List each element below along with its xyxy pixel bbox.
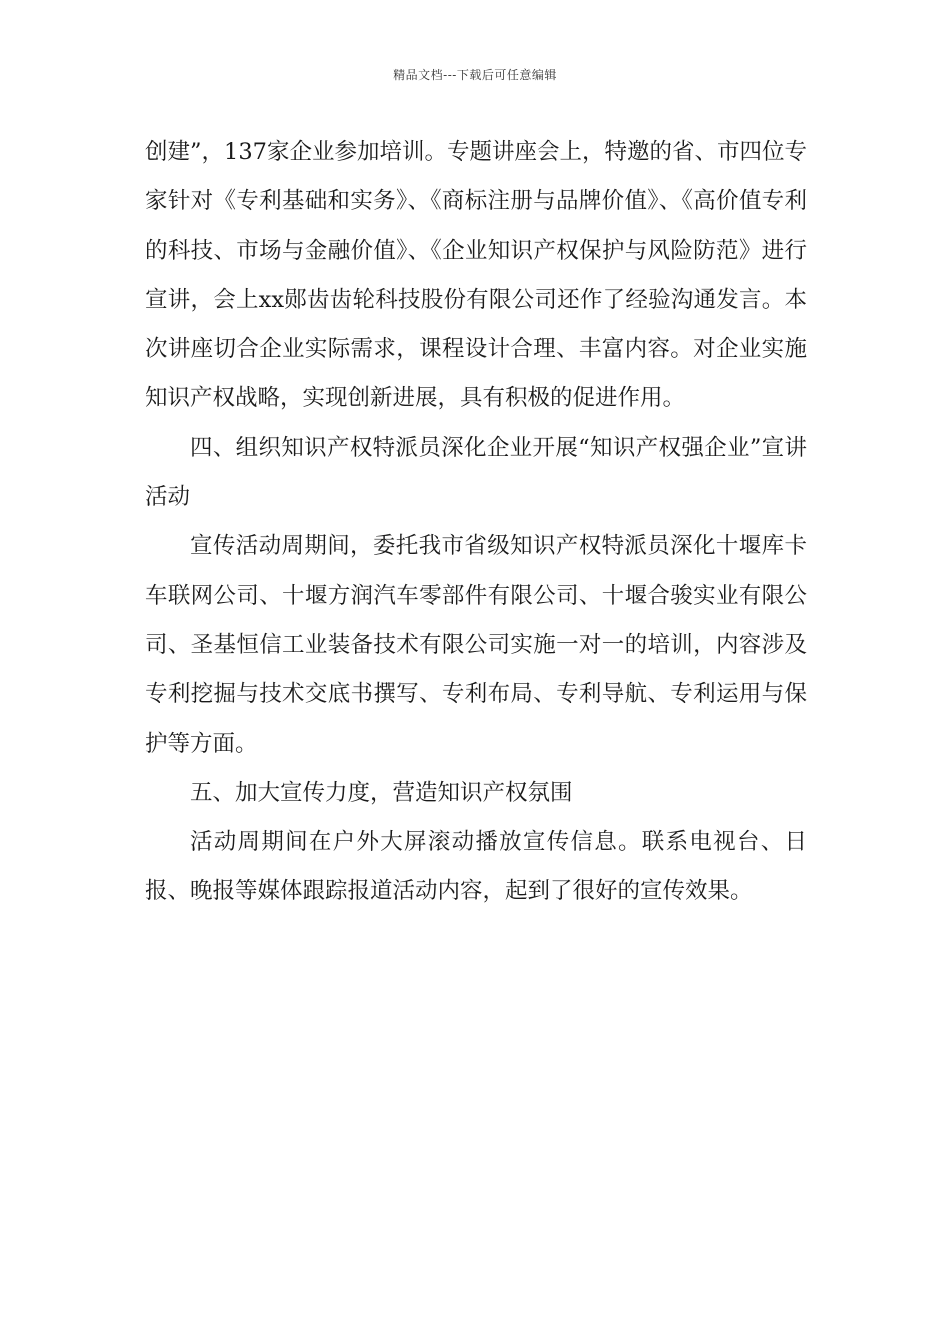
paragraph-continuation: 创建”，137家企业参加培训。专题讲座会上，特邀的省、市四位专家针对《专利基础和实务》、《商标注册与品牌价值》、《高价值专利的科技、市场与金融价值》、《企业知识产权保护与风险防范》进行宣讲，会上xx郧齿齿轮科技股份有限公司还作了经验沟通发言。本次讲座切合企业实际需求，课程设计合理、丰富内容。对企业实施知识产权战略，实现创新进展，具有积极的促进作用。: [145, 139, 807, 412]
paragraph-section-five: 活动周期间在户外大屏滚动播放宣传信息。联系电视台、日报、晚报等媒体跟踪报道活动内容，起到了很好的宣传效果。: [145, 829, 807, 905]
section-heading-five: 五、加大宣传力度，营造知识产权氛围: [190, 779, 573, 806]
page-header: 精品文档---下载后可任意编辑: [393, 68, 557, 82]
document-body: [145, 128, 807, 917]
section-heading-four: 四、组织知识产权特派员深化企业开展“知识产权强企业”宣讲活动: [145, 434, 807, 511]
paragraph-section-four: 宣传活动周期间，委托我市省级知识产权特派员深化十堰库卡车联网公司、十堰方润汽车零部件有限公司、十堰合骏实业有限公司、圣基恒信工业装备技术有限公司实施一对一的培训，内容涉及专利挖掘与技术交底书撰写、专利布局、专利导航、专利运用与保护等方面。: [145, 533, 807, 757]
